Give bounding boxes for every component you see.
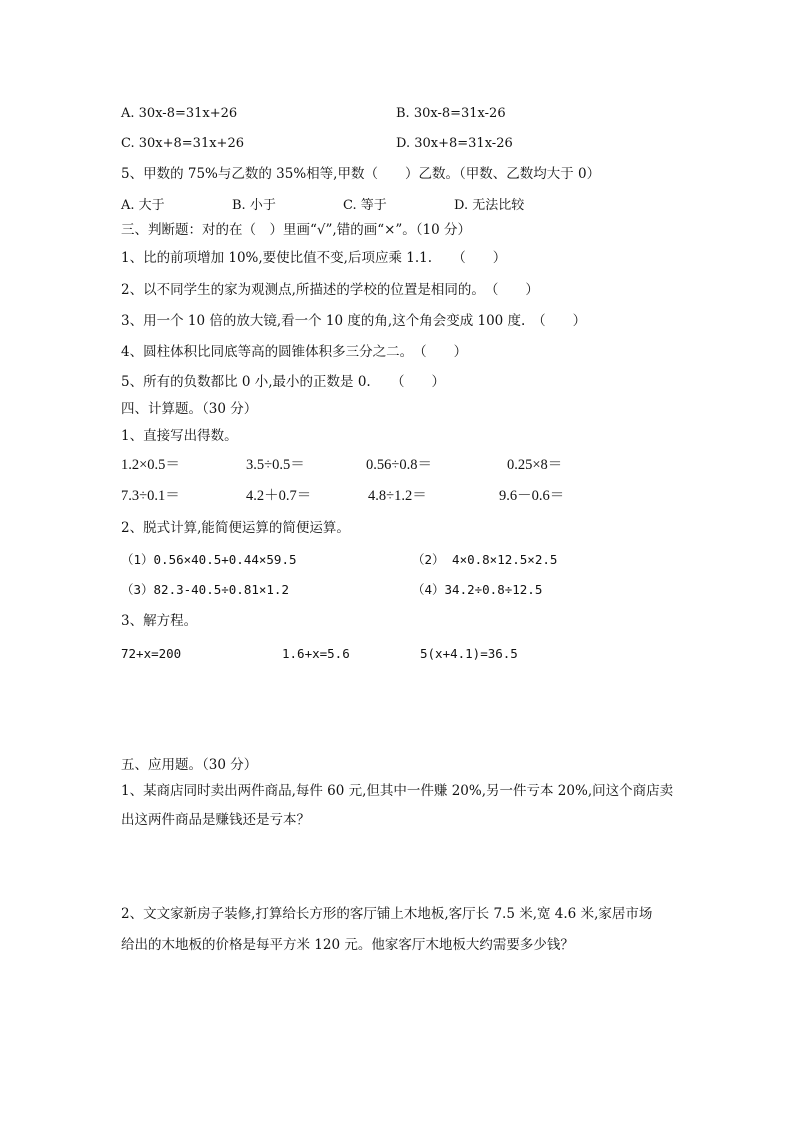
judge-item-5: 5、所有的负数都比 0 小,最小的正数是 0. （ ） <box>121 374 445 390</box>
choice-5-option-c: C. 等于 <box>343 198 387 213</box>
choice-5-option-d: D. 无法比较 <box>454 198 525 213</box>
apply-heading: 五、应用题。（30 分） <box>121 757 258 773</box>
oral-calc-3: 0.56÷0.8＝ <box>366 457 432 473</box>
equation-1: 72+x=200 <box>121 646 182 661</box>
choice-4-option-a: A. 30x-8=31x+26 <box>121 106 238 121</box>
stepwise-problem-2: （2） 4×0.8×12.5×2.5 <box>412 552 558 567</box>
apply-q2-line-1: 2、文文家新房子装修,打算给长方形的客厅铺上木地板,客厅长 7.5 米,宽 4.6 米,家居市场 <box>121 906 653 922</box>
oral-calc-8: 9.6－0.6＝ <box>499 488 565 504</box>
oral-calc-1: 1.2×0.5＝ <box>121 457 180 473</box>
oral-calc-4: 0.25×8＝ <box>507 457 563 473</box>
equation-2: 1.6+x=5.6 <box>282 646 350 661</box>
stepwise-problem-1: （1）0.56×40.5+0.44×59.5 <box>121 552 297 567</box>
choice-5-option-a: A. 大于 <box>121 198 165 213</box>
stepwise-problem-4: （4）34.2÷0.8÷12.5 <box>412 582 543 597</box>
calc-heading: 四、计算题。（30 分） <box>121 401 258 417</box>
judge-item-4: 4、圆柱体积比同底等高的圆锥体积多三分之二。 （ ） <box>121 344 468 360</box>
equation-3: 5(x+4.1)=36.5 <box>420 646 518 661</box>
choice-4-option-b: B. 30x-8=31x-26 <box>396 106 506 121</box>
judge-item-1: 1、比的前项增加 10%,要使比值不变,后项应乘 1.1. （ ） <box>121 250 507 266</box>
choice-5-option-b: B. 小于 <box>232 198 276 213</box>
calc-sub-2: 2、脱式计算,能简便运算的简便运算。 <box>121 520 350 536</box>
apply-q1-line-2: 出这两件商品是赚钱还是亏本？ <box>121 812 310 828</box>
stepwise-problem-3: （3）82.3-40.5÷0.81×1.2 <box>121 582 289 597</box>
apply-q1-line-1: 1、某商店同时卖出两件商品,每件 60 元,但其中一件赚 20%,另一件亏本 20%,问这个商店卖 <box>121 783 674 799</box>
judge-item-2: 2、以不同学生的家为观测点,所描述的学校的位置是相同的。 （ ） <box>121 282 539 298</box>
oral-calc-2: 3.5÷0.5＝ <box>246 457 305 473</box>
choice-5-stem: 5、甲数的 75%与乙数的 35%相等,甲数（ ）乙数。（甲数、乙数均大于 0） <box>121 166 601 182</box>
judge-heading: 三、判断题：对的在（ ）里画“√”,错的画“×”。（10 分） <box>121 222 472 238</box>
judge-item-3: 3、用一个 10 倍的放大镜,看一个 10 度的角,这个角会变成 100 度. （ ） <box>121 313 587 329</box>
oral-calc-6: 4.2＋0.7＝ <box>246 488 312 504</box>
apply-q2-line-2: 给出的木地板的价格是每平方米 120 元。他家客厅木地板大约需要多少钱？ <box>121 937 574 953</box>
calc-sub-3: 3、解方程。 <box>121 613 198 629</box>
choice-4-option-c: C. 30x+8=31x+26 <box>121 136 244 151</box>
oral-calc-5: 7.3÷0.1＝ <box>121 488 180 504</box>
choice-4-option-d: D. 30x+8=31x-26 <box>396 136 513 151</box>
oral-calc-7: 4.8÷1.2＝ <box>368 488 427 504</box>
calc-sub-1: 1、直接写出得数。 <box>121 428 238 444</box>
